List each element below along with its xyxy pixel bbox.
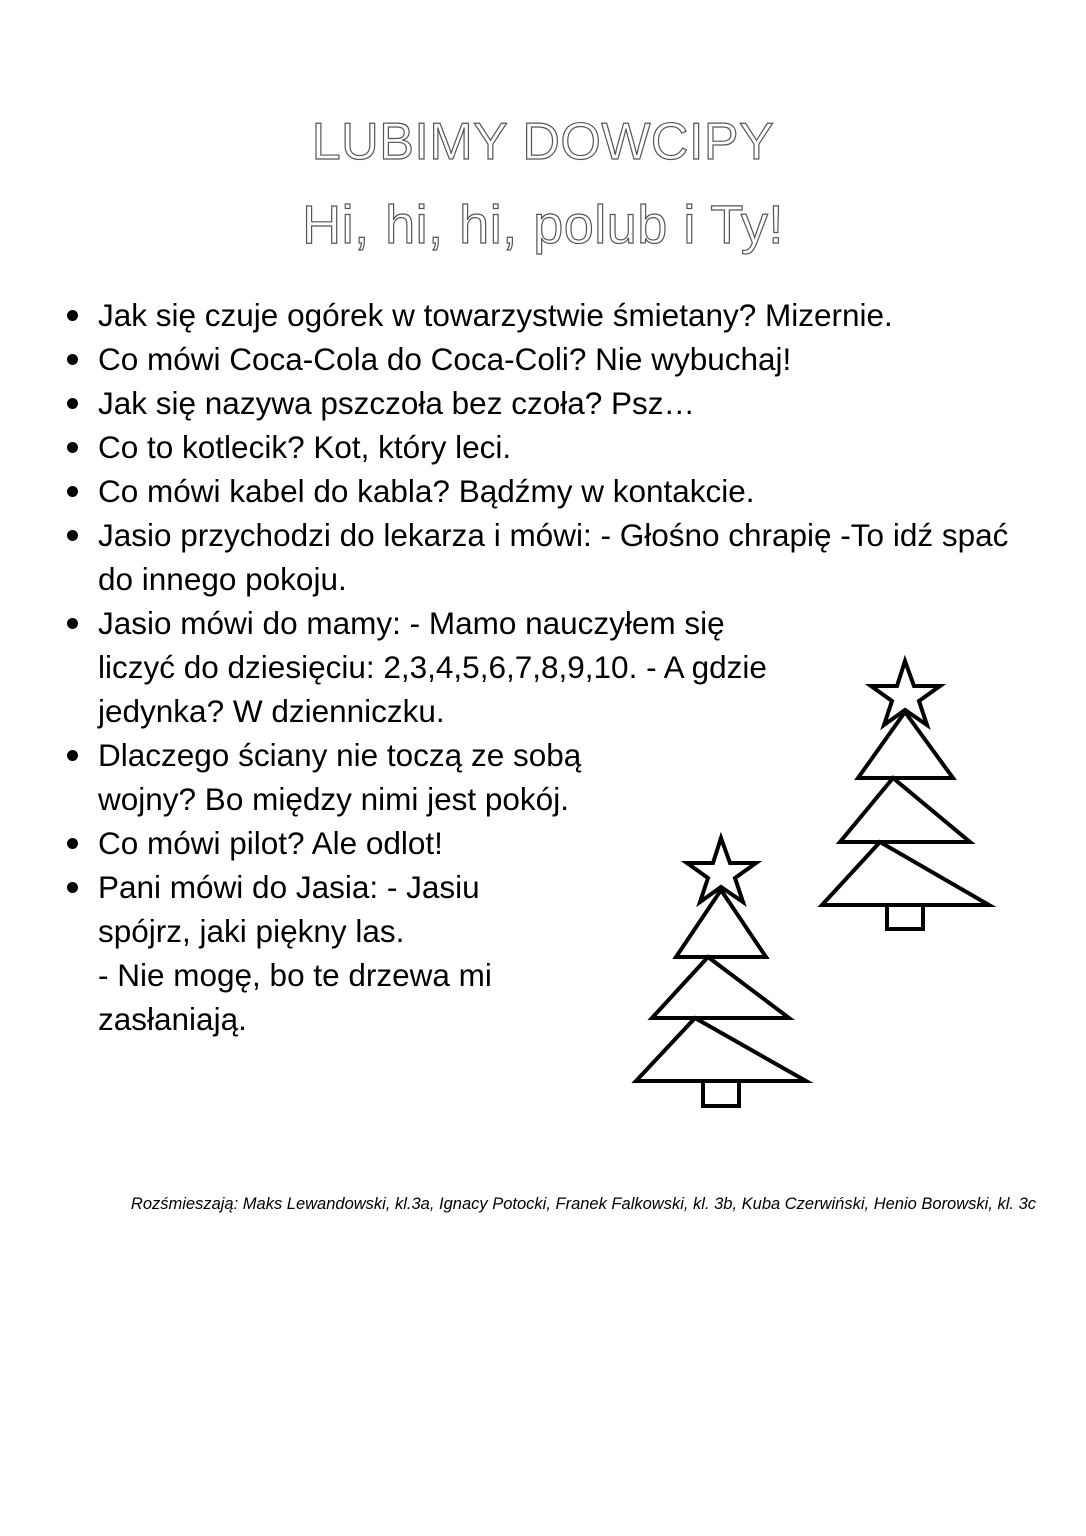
bullet-icon: [67, 882, 78, 893]
joke-text: Co mówi Coca-Cola do Coca-Coli? Nie wybuchaj!: [98, 341, 792, 377]
list-item: [62, 293, 1037, 337]
list-item: [62, 513, 1037, 601]
bullet-icon: [67, 442, 78, 453]
joke-text: Co mówi pilot? Ale odlot!: [98, 825, 443, 861]
bullet-icon: [67, 486, 78, 497]
list-item: [62, 381, 1037, 425]
joke-text: Dlaczego ściany nie toczą ze sobą wojny? Bo między nimi jest pokój.: [98, 737, 582, 817]
list-item: [62, 601, 998, 733]
joke-text: Jasio mówi do mamy: - Mamo nauczyłem się liczyć do dziesięciu: 2,3,4,5,6,7,8,9,10. - A gdzie jedynka? W dzienniczku.: [98, 605, 767, 729]
bullet-icon: [67, 354, 78, 365]
joke-text: Co mówi kabel do kabla? Bądźmy w kontakcie.: [98, 473, 755, 509]
credits: Rozśmieszają: Maks Lewandowski, kl.3a, Ignacy Potocki, Franek Falkowski, kl. 3b, Kuba Czerwiński, Henio Borowski, kl. 3c: [130, 1195, 1036, 1213]
list-item: [62, 821, 1037, 865]
bullet-icon: [67, 750, 78, 761]
page-title: LUBIMY DOWCIPY: [311, 113, 775, 171]
joke-text: Jasio przychodzi do lekarza i mówi: - Głośno chrapię -To idź spać do innego pokoju.: [98, 517, 1009, 597]
page-subtitle: Hi, hi, hi, polub i Ty!: [302, 195, 784, 255]
list-item: [62, 425, 1037, 469]
joke-text: Co to kotlecik? Kot, który leci.: [98, 429, 512, 465]
list-item: [62, 469, 1037, 513]
list-item: [62, 865, 1037, 1041]
joke-text: Jak się czuje ogórek w towarzystwie śmietany? Mizernie.: [98, 297, 893, 333]
bullet-icon: [67, 838, 78, 849]
list-item: [62, 733, 1037, 821]
joke-list: [62, 293, 1037, 1041]
bullet-icon: [67, 530, 78, 541]
list-item: [62, 337, 1037, 381]
bullet-icon: [67, 398, 78, 409]
bullet-icon: [67, 310, 78, 321]
bullet-icon: [67, 618, 78, 629]
joke-text: Jak się nazywa pszczoła bez czoła? Psz…: [98, 385, 696, 421]
joke-text: Pani mówi do Jasia: - Jasiu spójrz, jaki piękny las. - Nie mogę, bo te drzewa mi zasłaniają.: [98, 869, 492, 1037]
